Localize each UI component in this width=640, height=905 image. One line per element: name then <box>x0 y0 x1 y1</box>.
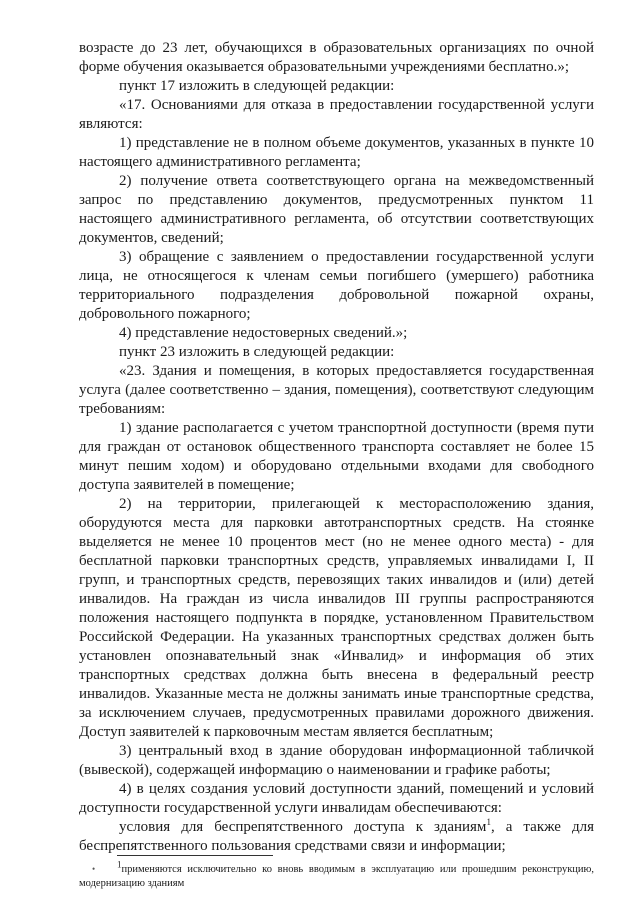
paragraph: 1) здание располагается с учетом транспортной доступности (время пути для граждан от остановок общественного транспорта составляет не более 15 минут пешим ходом) и оборудовано отдельными входами для свободного доступа заявителей в помещение; <box>79 420 594 493</box>
paragraph-last-text-start: условия для беспрепятственного доступа к зданиям <box>119 819 487 835</box>
paragraph: «17. Основаниями для отказа в предоставлении государственной услуги являются: <box>79 97 594 132</box>
paragraph: 2) на территории, прилегающей к месторасположению здания, оборудуются места для парковки автотранспортных средств. На стоянке выделяется не менее 10 процентов мест (но не менее одного места) - для бесплатной парковки транспортных средств, управляемых инвалидами I, II групп, и транспортных средств, перевозящих таких инвалидов и (или) детей инвалидов. На граждан из числа инвалидов III группы распространяются положения настоящего подпункта в порядке, установленном Правительством Российской Федерации. На указанных транспортных средствах должен быть установлен опознавательный знак «Инвалид» и информация об этих транспортных средствах должна быть внесена в федеральный реестр инвалидов. Указанные места не должны занимать иные транспортные средства, за исключением случаев, предусмотренных правилами дорожного движения. Доступ заявителей к парковочным местам является бесплатным; <box>79 496 594 740</box>
document-body <box>79 39 594 856</box>
paragraph: пункт 17 изложить в следующей редакции: <box>119 78 395 94</box>
paragraph: 1) представление не в полном объеме документов, указанных в пункте 10 настоящего административного регламента; <box>79 135 594 170</box>
paragraph: возрасте до 23 лет, обучающихся в образовательных организациях по очной форме обучения оказывается образовательными учреждениями бесплатно.»; <box>79 40 594 75</box>
paragraph-last <box>79 818 594 856</box>
margin-mark: • <box>92 864 96 874</box>
paragraph: 4) в целях создания условий доступности зданий, помещений и условий доступности государственной услуги инвалидам обеспечиваются: <box>79 781 594 816</box>
footnote-separator <box>117 855 273 856</box>
footnote-text: применяются исключительно ко вновь вводимым в эксплуатацию или прошедшим реконструкцию, модернизацию зданиям <box>79 864 594 889</box>
footnote <box>79 859 594 891</box>
paragraph-list <box>79 39 594 818</box>
footnote-number: 1 <box>117 859 122 870</box>
paragraph: пункт 23 изложить в следующей редакции: <box>119 344 395 360</box>
footnote-reference: 1 <box>486 817 491 827</box>
paragraph-last-text-end: , а также для беспрепятственного пользования средствами связи и информации; <box>79 819 594 854</box>
paragraph: 3) обращение с заявлением о предоставлении государственной услуги лица, не относящегося к членам семьи погибшего (умершего) работника территориального подразделения добровольной пожарной охраны, добровольного пожарного; <box>79 249 594 322</box>
paragraph: 4) представление недостоверных сведений.»; <box>119 325 408 341</box>
paragraph: 3) центральный вход в здание оборудован информационной табличкой (вывеской), содержащей информацию о наименовании и графике работы; <box>79 743 594 778</box>
paragraph: 2) получение ответа соответствующего органа на межведомственный запрос по представлению документов, предусмотренных пунктом 11 настоящего административного регламента, об отсутствии соответствующих документов, сведений; <box>79 173 594 246</box>
paragraph: «23. Здания и помещения, в которых предоставляется государственная услуга (далее соответственно – здания, помещения), соответствуют следующим требованиям: <box>79 363 594 417</box>
